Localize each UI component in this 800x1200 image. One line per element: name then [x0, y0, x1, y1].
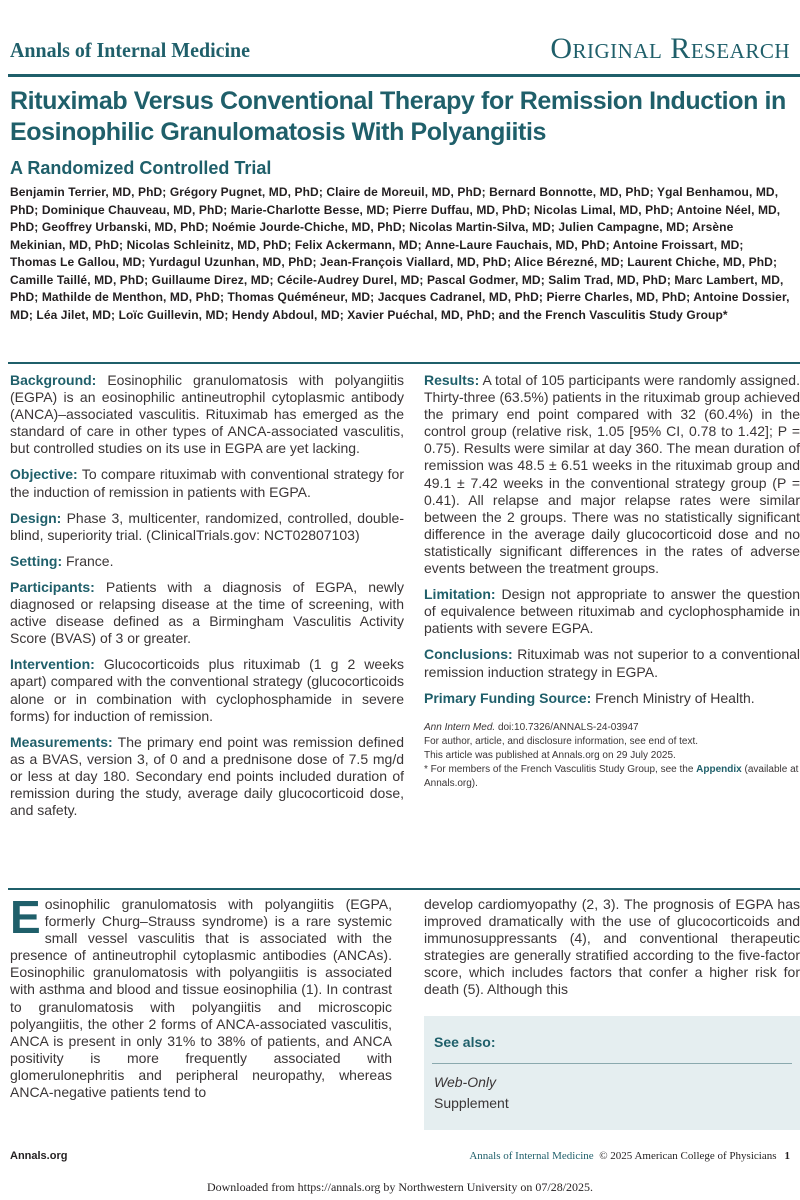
body-rule: [8, 888, 800, 890]
footer-copyright: © 2025 American College of Physicians: [599, 1150, 777, 1162]
footer-journal: Annals of Internal Medicine: [469, 1150, 594, 1162]
article-metadata: [424, 721, 800, 791]
footer-journal-info: [469, 1150, 790, 1162]
design-text: Phase 3, multicenter, randomized, controlled, double-blind, superiority trial. (ClinicalTrials.gov: NCT02807103): [10, 509, 405, 543]
body-left-text: osinophilic granulomatosis with polyangiitis (EGPA, formerly Churg–Strauss syndrome) is a rare systemic small vessel vasculitis that is associated with the presence of antineutrophil cytoplasmic antibodies (ANCAs). Eosinophilic granulomatosis with polyangiitis is associated with asthma and blood and tissue eosinophilia (1). In contrast to granulomatosis with polyangiitis and microscopic polyangiitis, the other 2 forms of ANCA-associated vasculitis, ANCA is present in only 31% to 38% of patients, and ANCA positivity is more frequently associated with glomerulonephritis and peripheral neuropathy, whereas ANCA-negative patients tend to: [10, 896, 392, 1101]
group-note-end: (available at Annals.org).: [424, 763, 799, 789]
objective-text: To compare rituximab with conventional strategy for the induction of remission in patients with EGPA.: [10, 466, 404, 500]
abstract-funding: [424, 690, 800, 707]
citation-doi[interactable]: doi:10.7326/ANNALS-24-03947: [497, 721, 639, 733]
footer-site[interactable]: Annals.org: [10, 1150, 68, 1162]
funding-label: Primary Funding Source:: [424, 689, 592, 706]
intervention-text: Glucocorticoids plus rituximab (1 g 2 weeks apart) compared with the conventional strategy (glucocorticoids alone or in combination with cyclophosphamide in severe forms) for induction of remission.: [10, 656, 404, 724]
see-also-title: See also:: [434, 1034, 496, 1050]
results-text: A total of 105 participants were randomly assigned. Thirty-three (63.5%) patients in the rituximab group achieved the primary end point compared with 32 (60.4%) in the control group (relative risk, 1.05 [95% CI, 0.78 to 1.42]; P = 0.75). Results were similar at day 360. The mean duration of remission was 48.5 ± 6.51 weeks in the rituximab group and 49.1 ± 7.42 weeks in the conventional strategy group (P = 0.41). All relapse and major relapse rates were similar between the 2 groups. There was no statistically significant difference in the average daily glucocorticoid dose and no statistically significant differences in the rates of adverse events between the treatment groups.: [424, 372, 800, 577]
citation-journal: Ann Intern Med.: [424, 721, 496, 733]
limitation-label: Limitation:: [424, 586, 496, 603]
setting-label: Setting:: [10, 552, 63, 569]
background-text: Eosinophilic granulomatosis with polyangiitis (EGPA) is an eosinophilic antineutrophil cytoplasmic antibody (ANCA)–associated vasculitis. Rituximab has emerged as the standard of care in other types of ANCA-associated vasculitis, but controlled studies on its use in EGPA are yet lacking.: [10, 372, 404, 457]
published-line: This article was published at Annals.org on 29 July 2025.: [424, 749, 676, 761]
abstract-results: [424, 372, 800, 577]
page-number: 1: [784, 1150, 790, 1162]
disclosure-line: For author, article, and disclosure information, see end of text.: [424, 735, 699, 747]
measurements-label: Measurements:: [10, 733, 113, 750]
abstract-measurements: [10, 734, 404, 819]
body-right-column: develop cardiomyopathy (2, 3). The prognosis of EGPA has improved dramatically with the use of glucocorticoids and immunosuppressants (4), and conventional therapeutic strategies are generally stratified according to the five-factor score, which includes factors that confer a higher risk for death (5). Although this: [424, 896, 800, 998]
limitation-text: Design not appropriate to answer the question of equivalence between rituximab and cyclophosphamide in patients with severe EGPA.: [424, 586, 800, 637]
results-label: Results:: [424, 372, 480, 388]
article-subtitle: A Randomized Controlled Trial: [10, 158, 272, 178]
appendix-link[interactable]: Appendix: [696, 763, 742, 775]
journal-name: Annals of Internal Medicine: [10, 38, 250, 62]
citation-line: [424, 721, 800, 735]
header-rule: [8, 74, 800, 77]
design-label: Design:: [10, 509, 62, 526]
abstract-intervention: [10, 656, 404, 724]
participants-text: Patients with a diagnosis of EGPA, newly diagnosed or relapsing disease at the time of screening, with active disease defined as a Birmingham Vasculitis Activity Score (BVAS) of 3 or greater.: [10, 578, 404, 647]
article-title: Rituximab Versus Conventional Therapy for Remission Induction in Eosinophilic Granulomatosis With Polyangiitis: [10, 87, 786, 146]
intervention-label: Intervention:: [10, 656, 95, 673]
abstract-rule: [8, 362, 800, 364]
abstract-left-column: [10, 372, 404, 828]
group-footnote: [424, 763, 800, 791]
abstract-objective: [10, 466, 404, 500]
participants-label: Participants:: [10, 578, 95, 595]
abstract-right-column: [424, 372, 800, 791]
abstract-limitation: [424, 586, 800, 637]
funding-text: French Ministry of Health.: [595, 689, 755, 706]
supplement-link[interactable]: Supplement: [434, 1095, 509, 1111]
abstract-background: [10, 372, 404, 457]
abstract-conclusions: [424, 646, 800, 680]
abstract-setting: [10, 553, 404, 570]
see-also-box: [424, 1016, 800, 1130]
web-only-label: Web-Only: [434, 1074, 496, 1090]
abstract-participants: [10, 579, 404, 647]
body-left-column: [10, 891, 392, 1101]
drop-cap: E: [10, 891, 41, 943]
see-also-divider: [432, 1063, 792, 1064]
conclusions-label: Conclusions:: [424, 646, 513, 663]
setting-text: France.: [66, 552, 114, 569]
author-list: Benjamin Terrier, MD, PhD; Grégory Pugnet, MD, PhD; Claire de Moreuil, MD, PhD; Bernard Bonnotte, MD, PhD; Ygal Benhamou, MD, PhD; Dominique Chauveau, MD, PhD; Marie-Charlotte Besse, MD; Pierre Duffau, MD, PhD; Nicolas Limal, MD, PhD; Antoine Néel, MD, PhD; Geoffrey Urbanski, MD, PhD; Noémie Jourde-Chiche, MD, PhD; Nicolas Martin-Silva, MD; Julien Campagne, MD; Arsène Mekinian, MD, PhD; Nicolas Schleinitz, MD, PhD; Felix Ackermann, MD; Anne-Laure Fauchais, MD, PhD; Antoine Froissart, MD; Thomas Le Gallou, MD; Yurdagul Uzunhan, MD, PhD; Jean-François Viallard, MD, PhD; Alice Bérezné, MD; Laurent Chiche, MD, PhD; Camille Taillé, MD, PhD; Guillaume Direz, MD; Cécile-Audrey Durel, MD; Pascal Godmer, MD; Salim Trad, MD, PhD; Marc Lambert, MD, PhD; Mathilde de Menthon, MD, PhD; Thomas Quéméneur, MD; Jacques Cadranel, MD, PhD; Pierre Charles, MD, PhD; Antoine Dossier, MD; Léa Jilet, MD; Loïc Guillevin, MD; Hendy Abdoul, MD; Xavier Puéchal, MD, PhD; and the French Vasculitis Study Group*: [10, 185, 790, 322]
objective-label: Objective:: [10, 466, 78, 483]
download-note: Downloaded from https://annals.org by Northwestern University on 07/28/2025.: [206, 1180, 594, 1194]
measurements-text: The primary end point was remission defined as a BVAS, version 3, of 0 and a prednisone dose of 7.5 mg/d or less at day 180. Secondary end points included duration of remission during the study, average daily glucocorticoid dose, and safety.: [10, 733, 404, 819]
background-label: Background:: [10, 372, 97, 388]
group-note-text: * For members of the French Vasculitis Study Group, see the: [424, 763, 694, 775]
conclusions-text: Rituximab was not superior to a conventional remission induction strategy in EGPA.: [424, 646, 800, 680]
abstract-design: [10, 510, 404, 544]
section-label: Original Research: [550, 32, 790, 65]
